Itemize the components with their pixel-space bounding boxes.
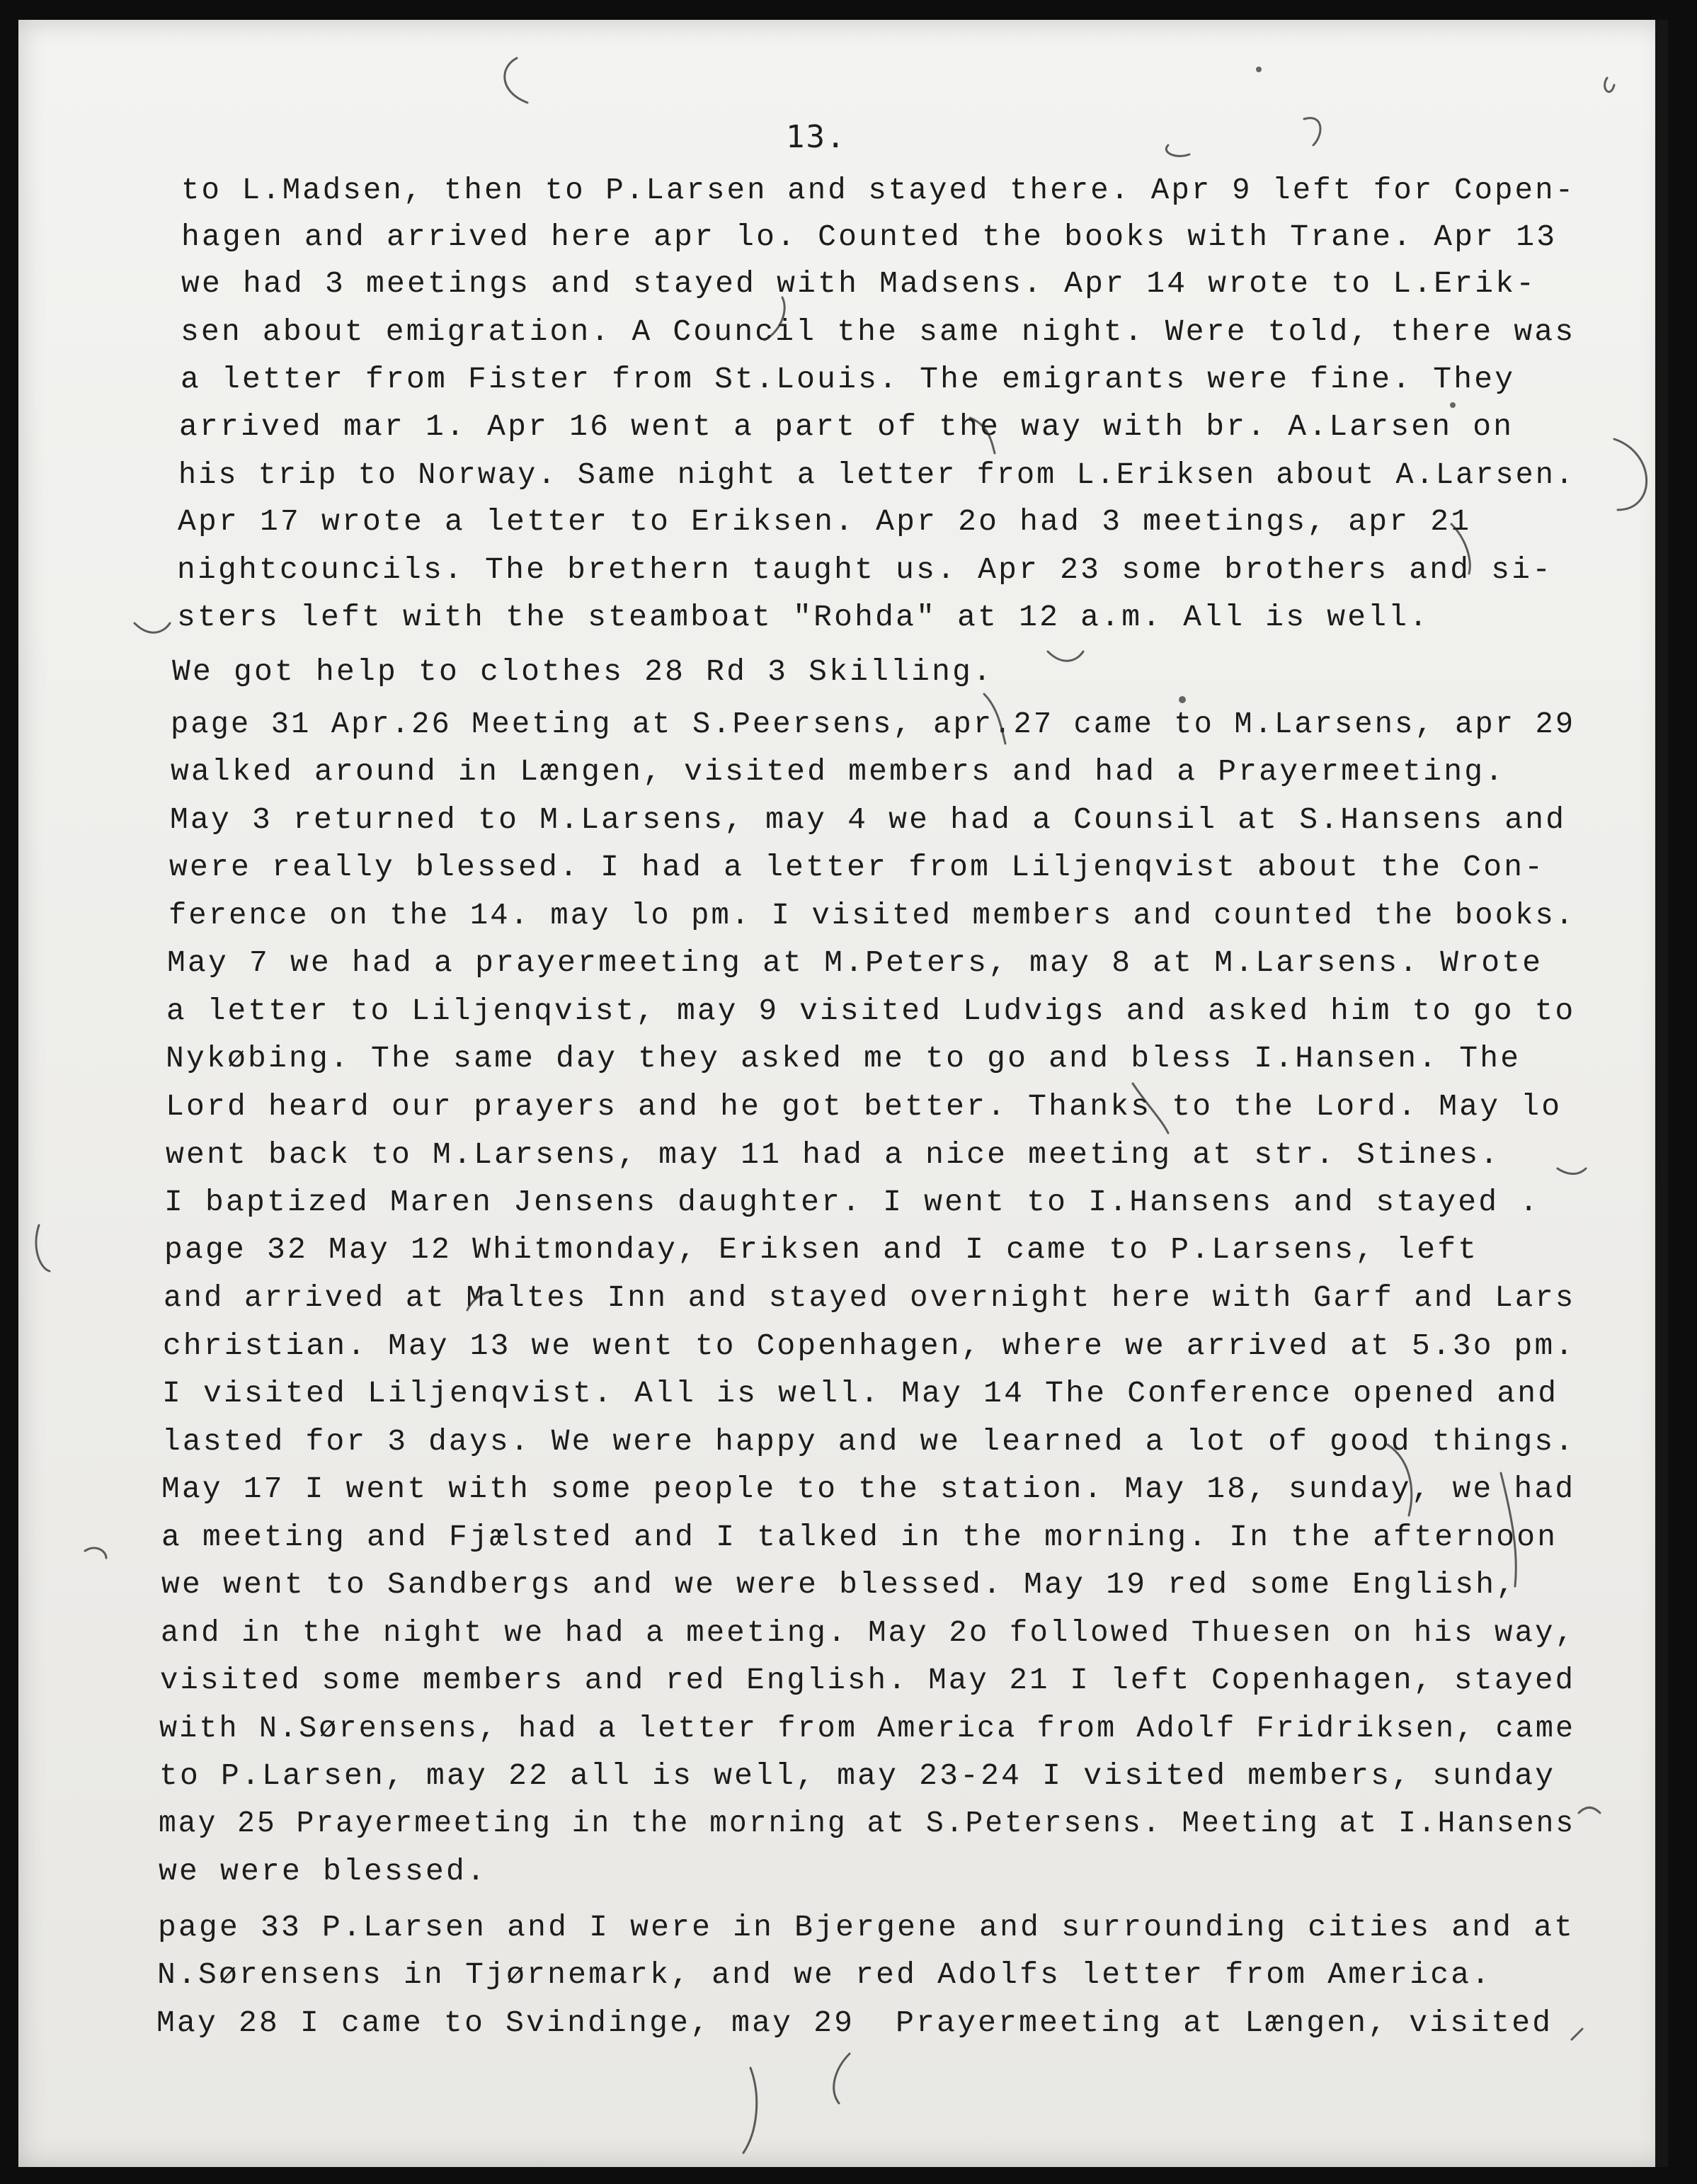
text-line: lasted for 3 days. We were happy and we learned a lot of good things. xyxy=(162,1424,1576,1459)
text-line: and in the night we had a meeting. May 2o followed Thuesen on his way, xyxy=(161,1615,1576,1650)
text-line: and arrived at Maltes Inn and stayed overnight here with Garf and Lars xyxy=(164,1280,1576,1315)
text-line: I baptized Maren Jensens daughter. I went to I.Hansens and stayed . xyxy=(164,1185,1541,1219)
text-line: May 28 I came to Svindinge, may 29 Prayermeeting at Længen, visited xyxy=(156,2006,1553,2040)
text-line: ference on the 14. may lo pm. I visited members and counted the books. xyxy=(168,898,1576,933)
page-number: 13. xyxy=(786,119,847,155)
text-line: page 31 Apr.26 Meeting at S.Peersens, apr.27 came to M.Larsens, apr 29 xyxy=(171,707,1576,741)
text-line: with N.Sørensens, had a letter from America from Adolf Fridriksen, came xyxy=(159,1711,1576,1746)
text-line: Lord heard our prayers and he got better. Thanks to the Lord. May lo xyxy=(166,1089,1562,1124)
text-line: we went to Sandbergs and we were blessed. May 19 red some English, xyxy=(161,1567,1517,1602)
text-line: nightcouncils. The brethern taught us. Apr 23 some brothers and si- xyxy=(177,552,1553,587)
text-line: walked around in Længen, visited members and had a Prayermeeting. xyxy=(171,754,1506,789)
text-line: were really blessed. I had a letter from Liljenqvist about the Con- xyxy=(169,850,1545,885)
text-line: arrived mar 1. Apr 16 went a part of the way with br. A.Larsen on xyxy=(179,409,1514,444)
text-line: Nykøbing. The same day they asked me to go and bless I.Hansen. The xyxy=(166,1041,1521,1076)
text-line: his trip to Norway. Same night a letter from L.Eriksen about A.Larsen. xyxy=(178,457,1576,492)
text-line: hagen and arrived here apr lo. Counted the books with Trane. Apr 13 xyxy=(181,220,1558,254)
text-line: N.Sørensens in Tjørnemark, and we red Adolfs letter from America. xyxy=(157,1957,1492,1992)
text-line: page 32 May 12 Whitmonday, Eriksen and I came to P.Larsens, left xyxy=(164,1232,1479,1267)
text-line: to L.Madsen, then to P.Larsen and stayed there. Apr 9 left for Copen- xyxy=(181,173,1576,207)
text-line: We got help to clothes 28 Rd 3 Skilling. xyxy=(172,654,994,689)
text-line: Apr 17 wrote a letter to Eriksen. Apr 2o had 3 meetings, apr 21 xyxy=(178,504,1472,539)
text-line: a letter to Liljenqvist, may 9 visited Ludvigs and asked him to go to xyxy=(166,994,1576,1028)
text-line: page 33 P.Larsen and I were in Bjergene and surrounding cities and at xyxy=(158,1910,1575,1945)
text-line: went back to M.Larsens, may 11 had a nice meeting at str. Stines. xyxy=(166,1137,1501,1172)
text-line: sters left with the steamboat "Rohda" at 12 a.m. All is well. xyxy=(177,600,1430,635)
text-line: may 25 Prayermeeting in the morning at S.Petersens. Meeting at I.Hansens xyxy=(159,1806,1576,1841)
text-line: I visited Liljenqvist. All is well. May 14 The Conference opened and xyxy=(162,1376,1559,1411)
text-line: May 17 I went with some people to the station. May 18, sunday, we had xyxy=(161,1472,1576,1506)
text-line: a meeting and Fjælsted and I talked in the morning. In the afternoon xyxy=(161,1520,1558,1554)
text-line: we were blessed. xyxy=(159,1854,488,1889)
text-line: a letter from Fister from St.Louis. The emigrants were fine. They xyxy=(181,362,1516,397)
text-line: visited some members and red English. May 21 I left Copenhagen, stayed xyxy=(160,1663,1576,1697)
text-line: to P.Larsen, may 22 all is well, may 23-24 I visited members, sunday xyxy=(159,1758,1556,1793)
text-line: christian. May 13 we went to Copenhagen, where we arrived at 5.3o pm. xyxy=(163,1329,1576,1363)
text-line: sen about emigration. A Council the same night. Were told, there was xyxy=(181,314,1576,349)
text-line: May 7 we had a prayermeeting at M.Peters, may 8 at M.Larsens. Wrote xyxy=(167,945,1543,980)
text-line: we had 3 meetings and stayed with Madsens. Apr 14 wrote to L.Erik- xyxy=(181,266,1537,301)
text-line: May 3 returned to M.Larsens, may 4 we had a Counsil at S.Hansens and xyxy=(170,802,1567,837)
